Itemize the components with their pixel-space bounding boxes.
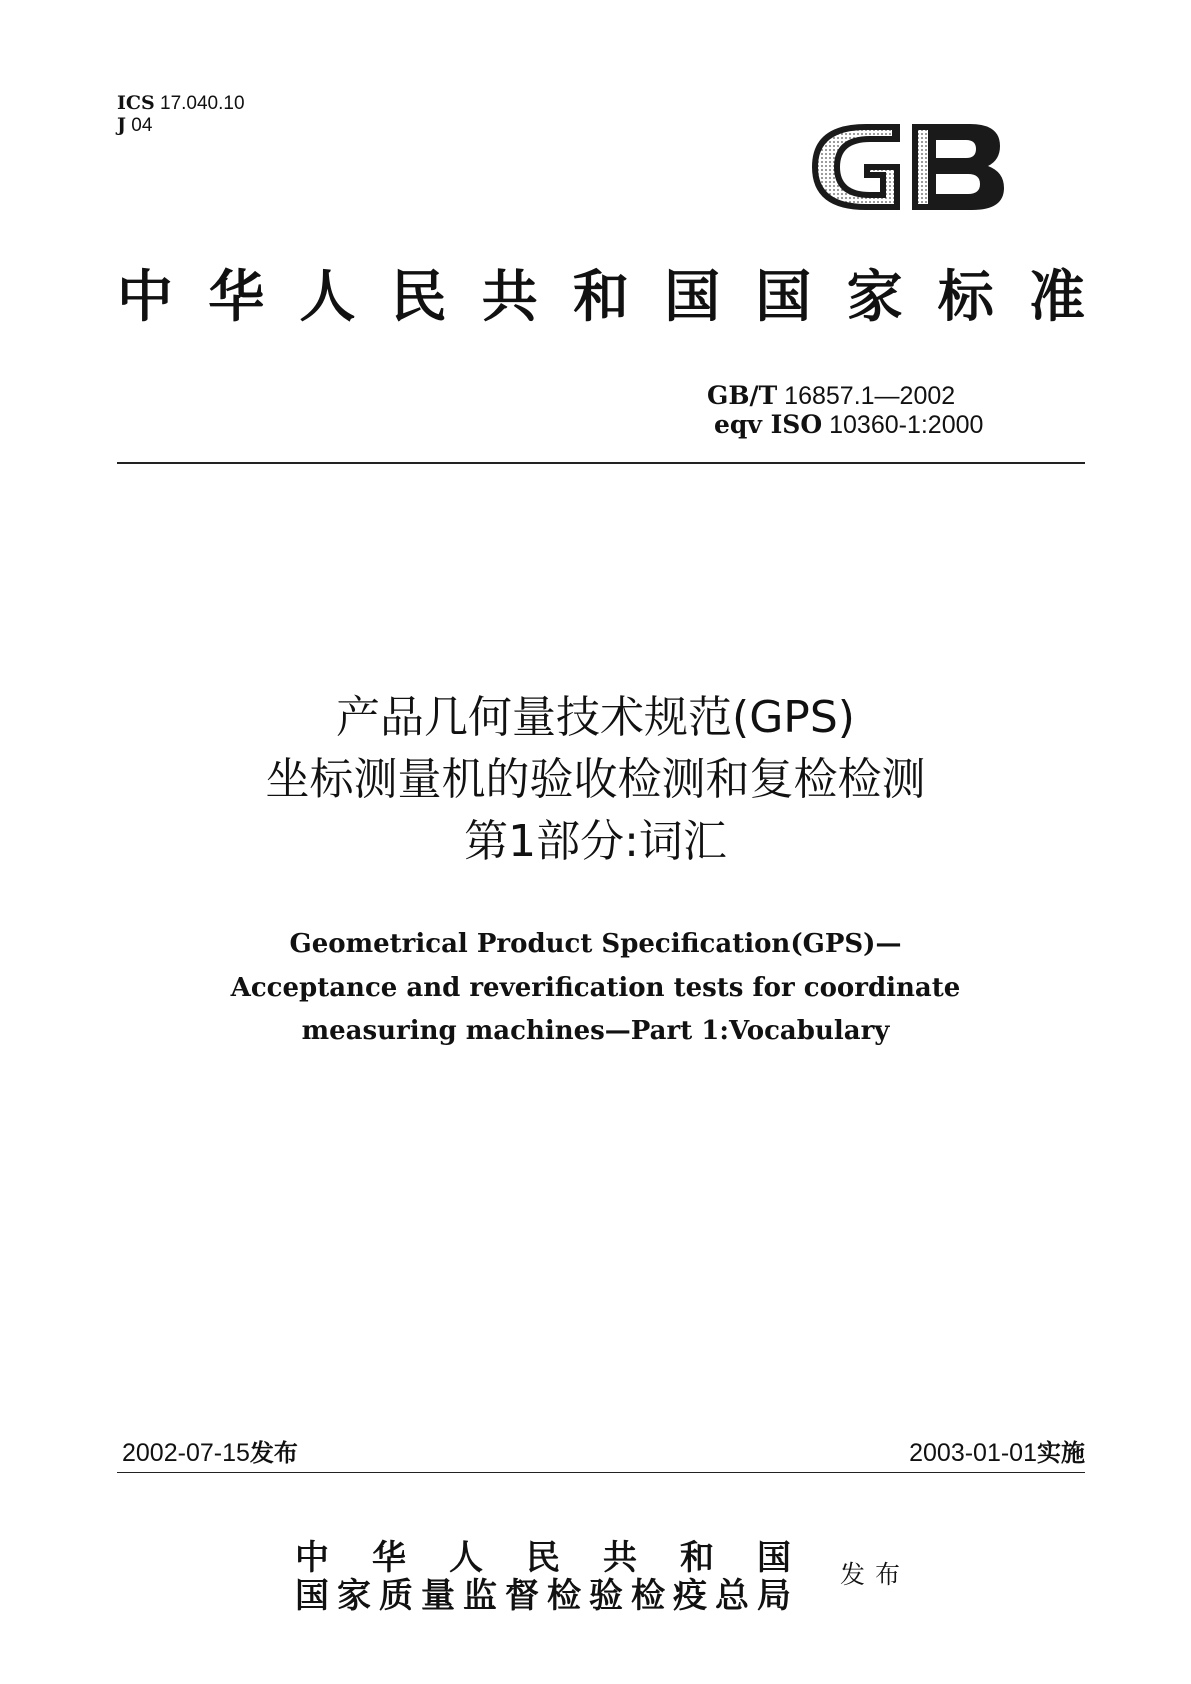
header-divider <box>117 462 1085 464</box>
national-standard-title: 中华人民共和国国家标准 <box>117 264 1085 330</box>
equivalent-standard-label: eqv ISO <box>714 410 823 439</box>
issue-date-suffix: 发布 <box>249 1439 298 1467</box>
ics-value: 17.040.10 <box>160 93 245 114</box>
issue-date <box>122 1438 298 1468</box>
gb-logo-icon <box>800 112 1012 222</box>
effective-date-suffix: 实施 <box>1037 1439 1085 1467</box>
standard-number-value: 16857.1—2002 <box>784 382 956 410</box>
effective-date-value: 2003-01-01 <box>909 1439 1037 1467</box>
standard-number-label: GB/T <box>707 381 778 410</box>
publisher-line-1: 中华人民共和国 <box>295 1538 791 1578</box>
chinese-title-line-1: 产品几何量技术规范(GPS) <box>336 692 855 743</box>
standard-number <box>707 382 955 410</box>
publish-action: 发布 <box>840 1560 911 1589</box>
footer-divider <box>117 1472 1085 1473</box>
ics-code <box>117 92 245 115</box>
j-label: J <box>117 114 126 136</box>
ics-label: ICS <box>117 92 155 114</box>
equivalent-standard-value: 10360-1:2000 <box>829 411 984 439</box>
english-title-line-2: Acceptance and reverification tests for coordinate <box>230 973 961 1003</box>
effective-date <box>909 1438 1085 1468</box>
j-value: 04 <box>131 115 153 136</box>
publisher-line-2: 国家质量监督检验检疫总局 <box>295 1576 791 1616</box>
chinese-title-line-3: 第1部分:词汇 <box>464 816 727 867</box>
equivalent-standard <box>714 411 983 439</box>
j-code <box>117 114 152 137</box>
english-title-line-3: measuring machines—Part 1:Vocabulary <box>301 1016 890 1046</box>
issue-date-value: 2002-07-15 <box>122 1439 250 1467</box>
english-title-line-1: Geometrical Product Specification(GPS)— <box>289 929 902 959</box>
chinese-title-line-2: 坐标测量机的验收检测和复检检测 <box>265 754 926 805</box>
